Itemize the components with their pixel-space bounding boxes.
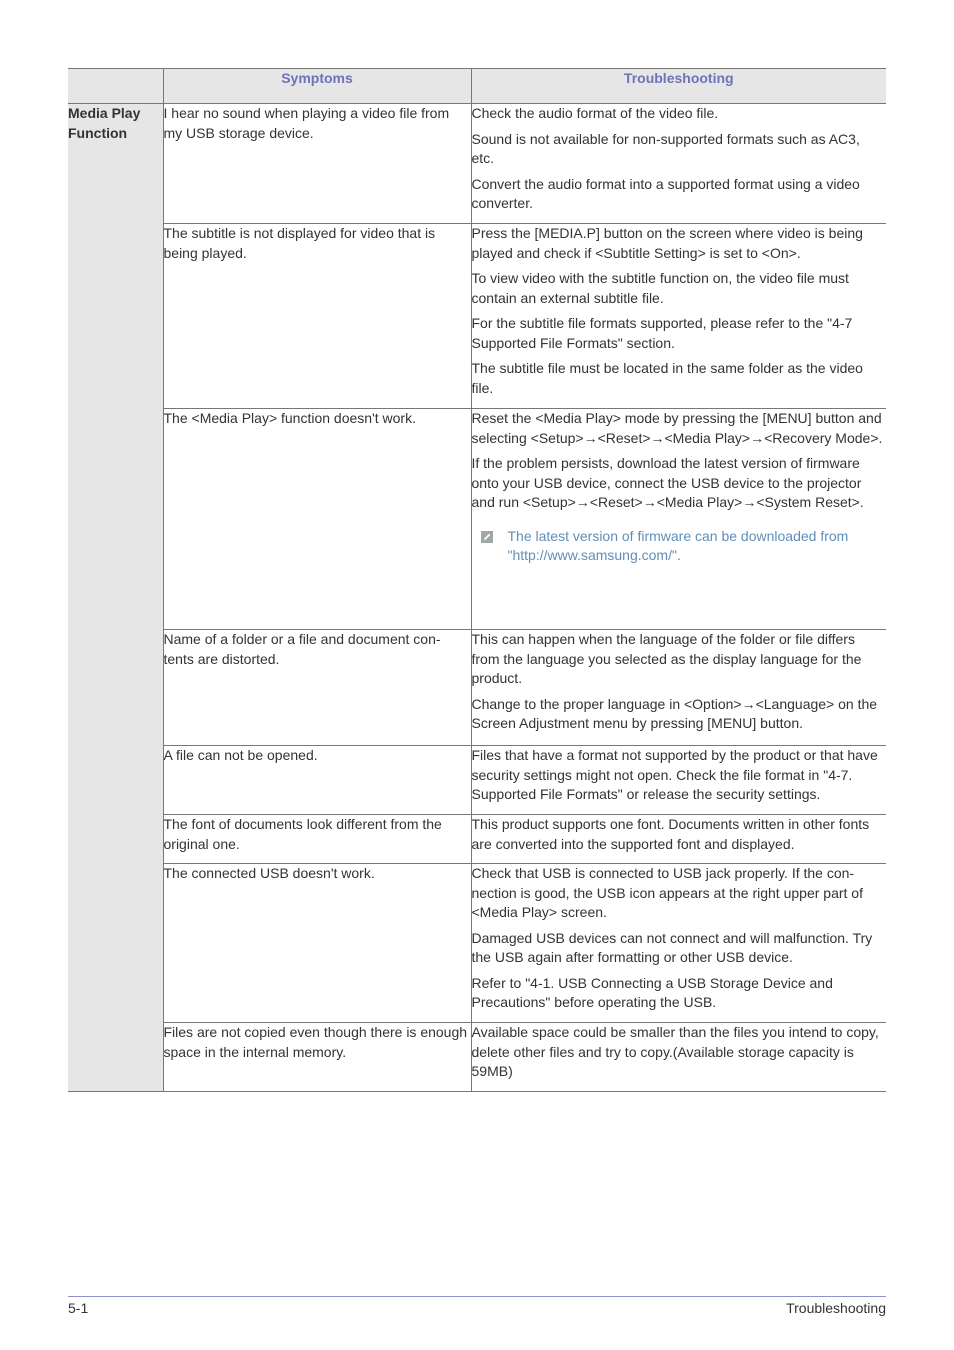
- table-row: [68, 864, 886, 1023]
- fix-text: Change to the proper language in <Option>→<Language> on the Screen Adjustment menu by pressing [MENU] button.: [471, 695, 878, 731]
- footer-section-title: Troubleshooting: [786, 1300, 886, 1316]
- fix-text: Files that have a format not supported by the product or that have security settings might not open. Check the file format in "4-7. Supported File Formats" or release the security settings.: [471, 747, 878, 802]
- fix-text: For the subtitle file formats supported, please refer to the "4-7 Supported File Formats" section.: [471, 315, 853, 351]
- table-header-row: [68, 69, 886, 104]
- fix-text: Sound is not available for non-supported formats such as AC3, etc.: [471, 130, 860, 166]
- fix-text: Check that USB is connected to USB jack properly. If the con-nection is good, the USB icon appears at the right upper part of <Media Play> screen.: [471, 865, 863, 920]
- symptom-cell: Name of a folder or a file and document con-tents are distorted.: [163, 630, 471, 746]
- note-text: The latest version of firmware can be downloaded from "http://www.samsung.com/".: [507, 527, 849, 563]
- fix-text: This product supports one font. Documents written in other fonts are converted into the supported font and displayed.: [471, 816, 870, 852]
- troubleshooting-cell: [471, 815, 886, 864]
- troubleshooting-cell: [471, 224, 886, 409]
- troubleshooting-cell: [471, 104, 886, 224]
- symptom-cell: The <Media Play> function doesn't work.: [163, 409, 471, 630]
- troubleshooting-cell: [471, 630, 886, 746]
- troubleshooting-cell: [471, 746, 886, 815]
- fix-text: To view video with the subtitle function on, the video file must contain an external subtitle file.: [471, 270, 849, 306]
- note-block: [481, 527, 887, 566]
- table-row: [68, 1023, 886, 1092]
- category-cell: Media Play Function: [68, 104, 163, 1092]
- note-pencil-icon: [481, 531, 493, 543]
- table-row: [68, 409, 886, 630]
- fix-text: The subtitle file must be located in the same folder as the video file.: [471, 360, 863, 396]
- troubleshooting-table: [68, 68, 886, 1092]
- table-row: [68, 630, 886, 746]
- table-row: [68, 815, 886, 864]
- symptom-cell: The connected USB doesn't work.: [163, 864, 471, 1023]
- header-symptoms: Symptoms: [163, 69, 471, 104]
- header-category-cell: [68, 69, 163, 104]
- fix-text: Convert the audio format into a supported format using a video converter.: [471, 175, 860, 211]
- fix-text: Press the [MEDIA.P] button on the screen where video is being played and check if <Subtitle Setting> is set to <On>.: [471, 225, 863, 261]
- troubleshooting-cell: [471, 409, 886, 630]
- symptom-cell: The subtitle is not displayed for video that is being played.: [163, 224, 471, 409]
- page-number: 5-1: [68, 1300, 89, 1316]
- table-row: [68, 224, 886, 409]
- troubleshooting-cell: [471, 864, 886, 1023]
- header-troubleshooting: Troubleshooting: [471, 69, 886, 104]
- fix-text: This can happen when the language of the folder or file differs from the language you selected as the display language for the product.: [471, 631, 862, 686]
- fix-text: Available space could be smaller than the files you intend to copy, delete other files and try to copy.(Available storage capacity is 59MB): [471, 1024, 879, 1079]
- symptom-cell: Files are not copied even though there is enough space in the internal memory.: [163, 1023, 471, 1092]
- symptom-cell: A file can not be opened.: [163, 746, 471, 815]
- fix-text: Damaged USB devices can not connect and will malfunction. Try the USB again after formatting or other USB device.: [471, 929, 873, 965]
- troubleshooting-cell: [471, 1023, 886, 1092]
- footer-divider: [68, 1296, 886, 1297]
- fix-text: Check the audio format of the video file.: [471, 105, 719, 121]
- symptom-cell: I hear no sound when playing a video file from my USB storage device.: [163, 104, 471, 224]
- fix-text: Reset the <Media Play> mode by pressing the [MENU] button and selecting <Setup>→<Reset>→<Media Play>→<Recovery Mode>.: [471, 410, 883, 446]
- symptom-cell: The font of documents look different from the original one.: [163, 815, 471, 864]
- table-row: [68, 104, 886, 224]
- fix-text: If the problem persists, download the latest version of firmware onto your USB device, connect the USB device to the projector and run <Setup>→<Reset>→<Media Play>→<System Reset>.: [471, 455, 864, 510]
- table-row: [68, 746, 886, 815]
- fix-text: Refer to "4-1. USB Connecting a USB Storage Device and Precautions" before operating the USB.: [471, 974, 833, 1010]
